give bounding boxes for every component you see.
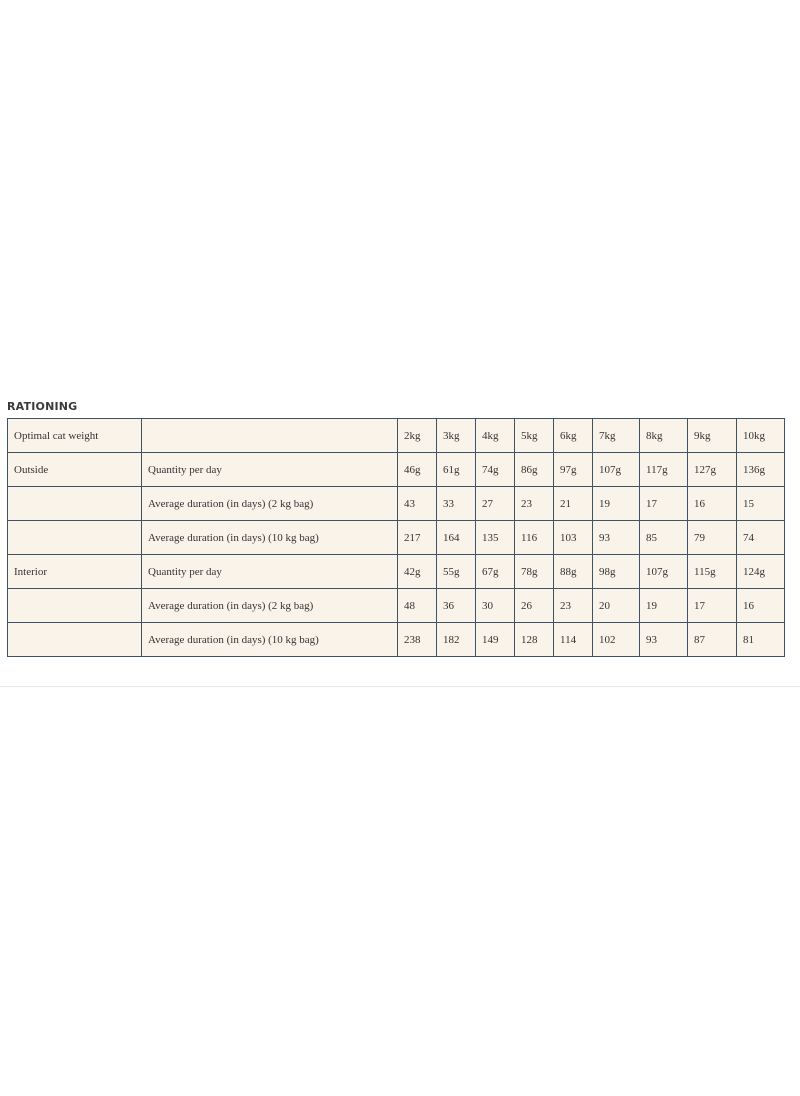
- value-cell: 136g: [737, 453, 785, 487]
- value-cell: 93: [593, 521, 640, 555]
- row-label-cell: Average duration (in days) (10 kg bag): [142, 521, 398, 555]
- section-title: RATIONING: [7, 400, 78, 413]
- value-cell: 4kg: [476, 419, 515, 453]
- value-cell: 107g: [593, 453, 640, 487]
- value-cell: 67g: [476, 555, 515, 589]
- value-cell: 2kg: [398, 419, 437, 453]
- value-cell: 5kg: [515, 419, 554, 453]
- table-row: [8, 555, 785, 589]
- row-label-cell: Average duration (in days) (10 kg bag): [142, 623, 398, 657]
- row-group-cell: Outside: [8, 453, 142, 487]
- row-group-cell: [8, 623, 142, 657]
- value-cell: 124g: [737, 555, 785, 589]
- value-cell: 74: [737, 521, 785, 555]
- value-cell: 128: [515, 623, 554, 657]
- value-cell: 86g: [515, 453, 554, 487]
- value-cell: 81: [737, 623, 785, 657]
- rationing-section: [7, 400, 785, 657]
- value-cell: 19: [593, 487, 640, 521]
- value-cell: 135: [476, 521, 515, 555]
- value-cell: 36: [437, 589, 476, 623]
- value-cell: 78g: [515, 555, 554, 589]
- value-cell: 19: [640, 589, 688, 623]
- value-cell: 164: [437, 521, 476, 555]
- row-label-cell: Average duration (in days) (2 kg bag): [142, 487, 398, 521]
- value-cell: 23: [515, 487, 554, 521]
- row-group-cell: [8, 521, 142, 555]
- value-cell: 3kg: [437, 419, 476, 453]
- value-cell: 102: [593, 623, 640, 657]
- value-cell: 217: [398, 521, 437, 555]
- section-divider: [0, 686, 800, 687]
- value-cell: 27: [476, 487, 515, 521]
- value-cell: 23: [554, 589, 593, 623]
- value-cell: 182: [437, 623, 476, 657]
- table-row: [8, 487, 785, 521]
- value-cell: 6kg: [554, 419, 593, 453]
- value-cell: 117g: [640, 453, 688, 487]
- value-cell: 98g: [593, 555, 640, 589]
- value-cell: 48: [398, 589, 437, 623]
- table-row: [8, 521, 785, 555]
- row-label-cell: Average duration (in days) (2 kg bag): [142, 589, 398, 623]
- value-cell: 79: [688, 521, 737, 555]
- row-label-cell: Quantity per day: [142, 555, 398, 589]
- value-cell: 93: [640, 623, 688, 657]
- value-cell: 16: [737, 589, 785, 623]
- value-cell: 149: [476, 623, 515, 657]
- row-group-cell: [8, 487, 142, 521]
- value-cell: 97g: [554, 453, 593, 487]
- value-cell: 61g: [437, 453, 476, 487]
- rationing-table: [7, 418, 785, 657]
- row-group-cell: Optimal cat weight: [8, 419, 142, 453]
- value-cell: 46g: [398, 453, 437, 487]
- value-cell: 127g: [688, 453, 737, 487]
- value-cell: 10kg: [737, 419, 785, 453]
- value-cell: 17: [688, 589, 737, 623]
- value-cell: 115g: [688, 555, 737, 589]
- table-row: [8, 419, 785, 453]
- value-cell: 85: [640, 521, 688, 555]
- row-label-cell: Quantity per day: [142, 453, 398, 487]
- table-row: [8, 453, 785, 487]
- value-cell: 238: [398, 623, 437, 657]
- value-cell: 15: [737, 487, 785, 521]
- value-cell: 9kg: [688, 419, 737, 453]
- table-row: [8, 623, 785, 657]
- row-group-cell: Interior: [8, 555, 142, 589]
- value-cell: 43: [398, 487, 437, 521]
- value-cell: 55g: [437, 555, 476, 589]
- row-label-cell: [142, 419, 398, 453]
- value-cell: 116: [515, 521, 554, 555]
- value-cell: 33: [437, 487, 476, 521]
- value-cell: 20: [593, 589, 640, 623]
- value-cell: 16: [688, 487, 737, 521]
- row-group-cell: [8, 589, 142, 623]
- value-cell: 42g: [398, 555, 437, 589]
- value-cell: 114: [554, 623, 593, 657]
- value-cell: 30: [476, 589, 515, 623]
- value-cell: 87: [688, 623, 737, 657]
- table-row: [8, 589, 785, 623]
- value-cell: 17: [640, 487, 688, 521]
- value-cell: 74g: [476, 453, 515, 487]
- value-cell: 88g: [554, 555, 593, 589]
- value-cell: 8kg: [640, 419, 688, 453]
- value-cell: 7kg: [593, 419, 640, 453]
- value-cell: 103: [554, 521, 593, 555]
- value-cell: 21: [554, 487, 593, 521]
- value-cell: 26: [515, 589, 554, 623]
- value-cell: 107g: [640, 555, 688, 589]
